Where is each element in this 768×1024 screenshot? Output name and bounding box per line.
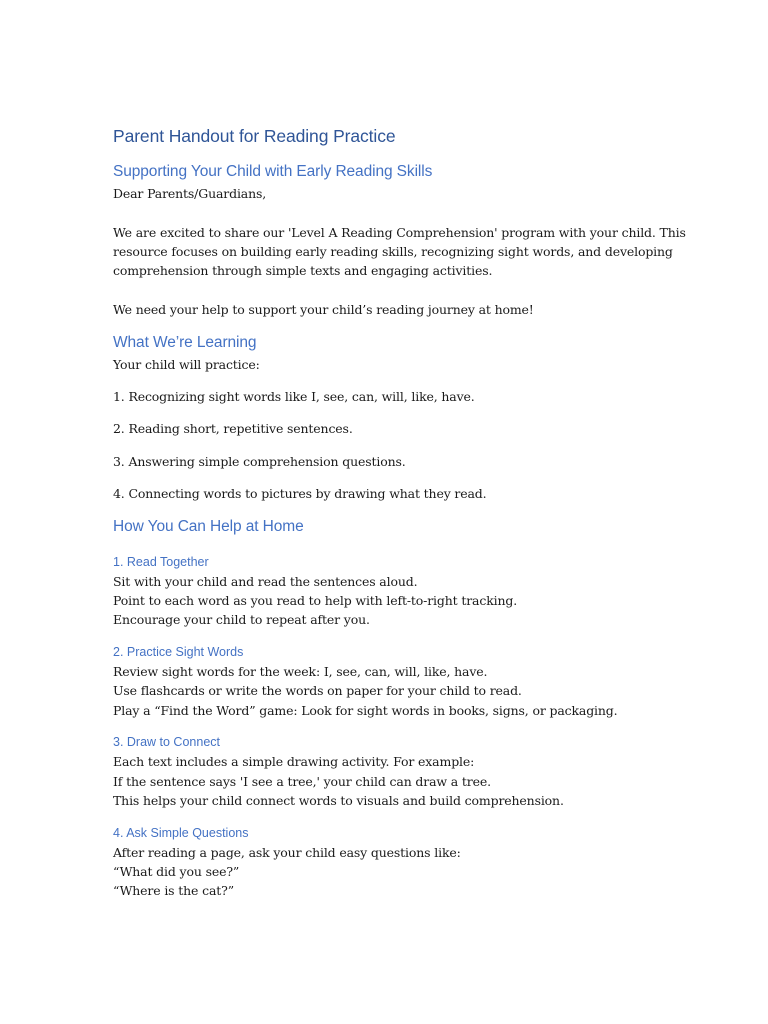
learning-item: 3. Answering simple comprehension questions. bbox=[113, 454, 406, 469]
help-section-line: Each text includes a simple drawing activity. For example: bbox=[113, 754, 475, 769]
help-section-heading: 1. Read Together bbox=[113, 555, 209, 569]
help-section-line: After reading a page, ask your child easy questions like: bbox=[113, 845, 461, 860]
help-section-line: This helps your child connect words to visuals and build comprehension. bbox=[113, 793, 564, 808]
document-title: Parent Handout for Reading Practice bbox=[113, 126, 396, 146]
help-section-heading: 3. Draw to Connect bbox=[113, 735, 220, 749]
intro-line: We are excited to share our 'Level A Reading Comprehension' program with your child. This bbox=[113, 225, 686, 240]
help-section-heading: 2. Practice Sight Words bbox=[113, 645, 244, 659]
help-section-line: Use flashcards or write the words on paper for your child to read. bbox=[113, 683, 522, 698]
learning-item: 4. Connecting words to pictures by drawing what they read. bbox=[113, 486, 487, 501]
help-section-line: “What did you see?” bbox=[113, 864, 240, 879]
help-section-line: If the sentence says 'I see a tree,' your child can draw a tree. bbox=[113, 774, 491, 789]
help-section-line: Play a “Find the Word” game: Look for sight words in books, signs, or packaging. bbox=[113, 703, 618, 718]
help-section-line: Sit with your child and read the sentences aloud. bbox=[113, 574, 418, 589]
help-section-line: Encourage your child to repeat after you. bbox=[113, 612, 370, 627]
greeting: Dear Parents/Guardians, bbox=[113, 186, 267, 201]
help-section-line: Review sight words for the week: I, see, can, will, like, have. bbox=[113, 664, 488, 679]
help-section-line: Point to each word as you read to help with left-to-right tracking. bbox=[113, 593, 518, 608]
intro-line: comprehension through simple texts and engaging activities. bbox=[113, 263, 493, 278]
learning-item: 2. Reading short, repetitive sentences. bbox=[113, 421, 353, 436]
help-heading: How You Can Help at Home bbox=[113, 518, 304, 535]
learning-item: 1. Recognizing sight words like I, see, can, will, like, have. bbox=[113, 389, 475, 404]
learning-lead: Your child will practice: bbox=[113, 357, 260, 372]
help-request: We need your help to support your child’s reading journey at home! bbox=[113, 302, 534, 317]
help-section-line: “Where is the cat?” bbox=[113, 883, 234, 898]
document-subtitle: Supporting Your Child with Early Reading Skills bbox=[113, 163, 433, 180]
intro-line: resource focuses on building early reading skills, recognizing sight words, and developing bbox=[113, 244, 673, 259]
help-section-heading: 4. Ask Simple Questions bbox=[113, 826, 249, 840]
learning-heading: What We’re Learning bbox=[113, 334, 257, 351]
